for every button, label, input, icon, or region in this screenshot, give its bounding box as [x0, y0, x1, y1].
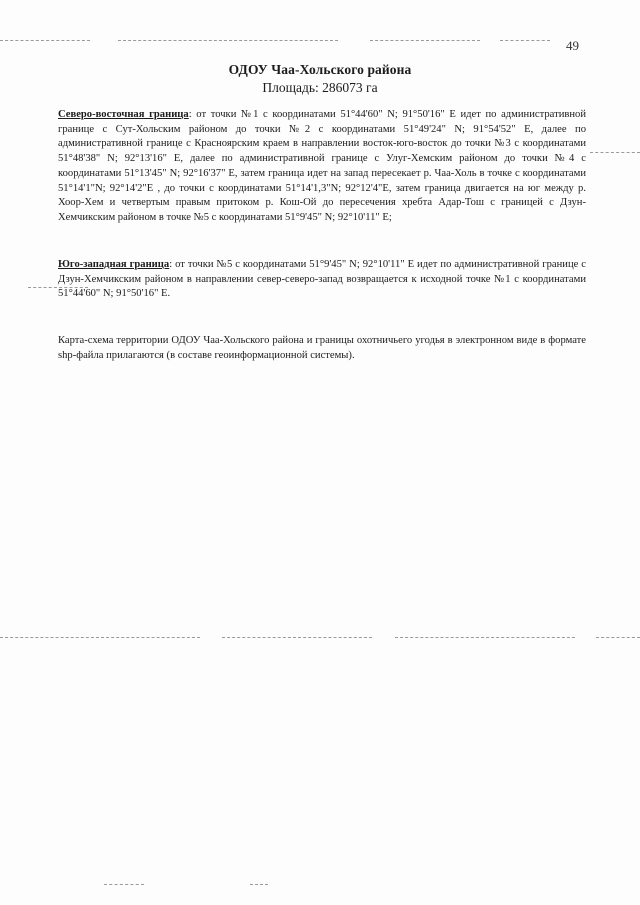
southwest-border-text: : от точки №5 с координатами 51°9'45" N; 92°10'11" E идет по административной границе с Дзун-Хемчикским районом в направлении север-северо-запад возвращается к исходной точке №1 с координатами 51°44'60" N; 91°50'16" E.: [58, 259, 586, 300]
scan-artifact-line: [590, 152, 640, 153]
map-note-paragraph: Карта-схема территории ОДОУ Чаа-Хольского района и границы охотничьего угодья в электронном виде в формате shp-файла прилагаются (в составе геоинформационной системы).: [58, 335, 586, 361]
scan-artifact-line: [0, 637, 200, 638]
scan-artifact-line: [395, 637, 575, 638]
northeast-border-text: : от точки №1 с координатами 51°44'60" N; 91°50'16" E идет по административной границе с Сут-Хольским районом до точки №2 с координатами 51°49'24" N; 91°54'52" E, далее по административной границе с Красноярским краем в направлении восток-юго-восток до точки №3 с координатами 51°48'38" N; 92°13'16" E, далее по административной границе с Улуг-Хемским районом до точки №4 с координатами 51°13'45" N; 92°16'37" E, затем граница идет на запад пересекает р. Чаа-Холь в точке с координатами 51°14'1"N; 92°14'2"E , до точки с координатами 51°14'1,3"N; 92°12'4"E, затем граница двигается на юг между р. Хоор-Хем и четвертым правым притоком р. Кош-Ой до пересечения хребта Адар-Тош с границей с Дзун-Хемчикским районом в точке №5 с координатами 51°9'45" N; 92°10'11" E;: [58, 109, 587, 223]
southwest-border-label: Юго-западная граница: [58, 259, 170, 270]
document-title: ОДОУ Чаа-Хольского района: [228, 62, 412, 77]
scan-artifact-line: [0, 40, 90, 41]
scan-artifact-line: [250, 884, 268, 885]
page-number: 49: [566, 38, 579, 53]
southwest-border-paragraph: [58, 258, 586, 302]
scan-artifact-line: [104, 884, 144, 885]
northeast-border-label: Северо-восточная граница: [58, 109, 189, 120]
scan-artifact-line: [370, 40, 480, 41]
scan-artifact-line: [596, 637, 640, 638]
scan-artifact-line: [222, 637, 372, 638]
document-area: Площадь: 286073 га: [262, 80, 378, 95]
northeast-border-paragraph: [58, 108, 586, 226]
scan-artifact-line: [118, 40, 338, 41]
scan-artifact-line: [500, 40, 550, 41]
